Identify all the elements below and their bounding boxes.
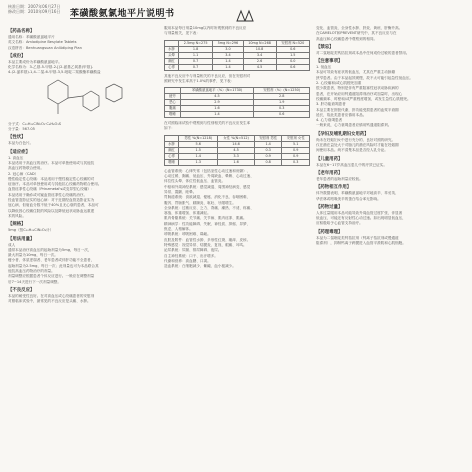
right-text-line: 在CAMELOT和PREVENT研究中，其不良反应与在 xyxy=(316,31,397,36)
left-text-line: 高血压药物联合使用。 xyxy=(8,166,44,171)
table-cell: 0.6 xyxy=(276,64,309,70)
middle-text-line: 肌肉骨骼系统：关节痛、关节病、肌肉痉挛、肌痛。 xyxy=(164,216,247,221)
middle-text-line: 与剂量相关，见下表： xyxy=(164,31,200,36)
title-rule xyxy=(70,18,166,19)
left-text-line: 通用名称：苯磺酸氨氯地平片 xyxy=(8,35,55,39)
table-cell: 心悸 xyxy=(165,64,179,70)
dose-adverse-table xyxy=(164,40,310,71)
table-cell: 3.4 xyxy=(213,52,243,58)
table-cell: 3.0 xyxy=(213,46,243,52)
right-section-heading: 【老年用药】 xyxy=(316,170,343,176)
middle-text-line: 精神病学：性功能障碍、失眠、神经质、抑郁、异梦、 xyxy=(164,221,251,226)
table-cell: 1.1 xyxy=(179,52,213,58)
left-text-line: 瘦小者、体质虚弱者、老年患者或伴肝功能不全患者， xyxy=(8,258,95,263)
right-text-line: 对二氢吡啶类钙拮抗剂或本品中任何成份过敏的患者禁用。 xyxy=(316,50,410,55)
middle-text-line: 焦虑、人格解体。 xyxy=(164,227,193,232)
table-cell: 1.4 xyxy=(180,112,254,118)
middle-text-line: 其他不良反应中与剂量相关的不良反应，但在安慰剂对 xyxy=(164,73,251,78)
left-text-line: 对照临床试验中，最常见的不良反应是头痛、水肿。 xyxy=(8,299,91,304)
placebo-adverse-table xyxy=(164,87,310,118)
left-text-line: 慢性稳定性心绞痛：本品适用于慢性稳定性心绞痛的对 xyxy=(8,176,95,181)
middle-text-line: 如下： xyxy=(164,126,175,131)
right-text-line: 间使用本品。尚不清楚本品是否经人乳分泌。 xyxy=(316,148,388,153)
right-text-line: 狭窄患者。由于本品起效缓慢，故不太可能引起急性低血压。 xyxy=(316,75,414,80)
table-cell: 1.4 xyxy=(213,58,243,64)
structure-diagram-icon xyxy=(28,78,128,120)
right-text-line: 4. 心力衰竭患者 xyxy=(316,118,343,123)
right-text-line: 2. 心绞痛和/或心肌梗死加重 xyxy=(316,81,362,86)
table-header-cell: 安慰剂 男性 xyxy=(254,135,282,141)
left-text-line: 本品的耐受性良好。在对高血压或心绞痛患者的安慰剂 xyxy=(8,293,95,298)
right-text-line: 一般来说，心力衰竭患者应慎用钙通道阻滞剂。 xyxy=(316,123,392,128)
left-section-heading: 【药品名称】 xyxy=(8,29,35,34)
table-cell: 4.5 xyxy=(218,147,255,153)
header xyxy=(8,4,464,28)
table-cell: 0.9 xyxy=(282,153,310,159)
table-cell: 2.9 xyxy=(180,100,254,106)
table-cell: 腹痛 xyxy=(165,106,181,112)
table-cell: 0.3 xyxy=(282,159,310,165)
approval-date: 核准日期：2007年06月27日 xyxy=(8,4,61,9)
table-cell: 2.6 xyxy=(243,58,276,64)
left-section-heading: 【用法用量】 xyxy=(8,236,35,242)
right-text-line: 变化、血管炎、全身性水肿、肝炎、黄疸、肝酶升高。 xyxy=(316,26,403,30)
table-cell: 疲劳 xyxy=(165,94,181,100)
right-text-line: 绞痛频率、时程和/或严重程度增加，或发生急性心肌梗死。 xyxy=(316,96,411,101)
chemical-structure-figure xyxy=(8,76,156,122)
table-header-cell: 男性 %(N=1218) xyxy=(179,135,218,141)
left-text-line: 1. 高血压 xyxy=(8,155,24,160)
table-cell: 3.3 xyxy=(218,153,255,159)
table-cell: 0.3 xyxy=(254,106,310,112)
right-text-line: 患者，在开始应用钙通道阻滞剂治疗或加量时，出现心 xyxy=(316,91,403,96)
middle-text-line: 腹泻、胃肠胀气、胰腺炎、呕吐、牙龈增生。 xyxy=(164,200,236,205)
middle-text-line: 泌尿系统：尿频、排尿障碍、夜尿。 xyxy=(164,248,222,253)
left-text-line: 以降低因心绞痛住院的风险以及降低冠状动脉血运重建 xyxy=(8,208,95,213)
table-cell: 1.4 xyxy=(213,64,243,70)
right-section-heading: 【儿童用药】 xyxy=(316,156,343,162)
table-header-cell: 5mg N=296 xyxy=(213,40,243,46)
table-header-cell: 安慰剂（%）(N=1250) xyxy=(254,88,310,94)
middle-text-line: 造血系统：白细胞减少、紫癜、血小板减少。 xyxy=(164,264,236,269)
left-section-heading: 【适应症】 xyxy=(8,149,30,155)
table-cell: 1.6 xyxy=(180,106,254,112)
right-section-heading: 【药物过量】 xyxy=(316,204,343,210)
table-cell: 1.3 xyxy=(179,159,218,165)
table-row xyxy=(165,112,310,118)
table-cell: 水肿 xyxy=(165,46,179,52)
table-cell: 心悸 xyxy=(165,153,179,159)
table-cell: 14.6 xyxy=(218,141,255,147)
left-text-line: 最大剂量为10mg，每日一次。 xyxy=(8,253,58,258)
table-header-cell: 安慰剂 N=520 xyxy=(276,40,309,46)
column-middle xyxy=(164,26,310,466)
page-title: 苯磺酸氨氯地平片说明书 xyxy=(70,9,175,19)
table-cell: 潮红 xyxy=(165,147,179,153)
right-text-line: 体外数据表明，苯磺酸氨氯地平对地高辛、苯妥英、 xyxy=(316,191,399,196)
right-section-heading: 【药理毒理】 xyxy=(316,229,343,235)
left-text-line: 化学名称为：3-乙基-5-甲基-2-[(2-氨基乙氧基)甲基]- xyxy=(8,65,93,70)
table-cell: 4.5 xyxy=(243,64,276,70)
table-row xyxy=(165,159,310,165)
middle-text-line: 体位性头晕、体位性低血压、血管炎。 xyxy=(164,179,226,184)
middle-text-line: 服用本品每日剂量10mg以内时所观察到的不良反应 xyxy=(164,26,247,30)
table-cell: 3.4 xyxy=(243,52,276,58)
right-text-line: 低血压，可能还有反射性心动过速。如出现明显低血压， xyxy=(316,216,406,221)
middle-text-line: 照研究中发生率高于1.0%的事件，见下表： xyxy=(164,78,235,83)
table-cell: 嗜睡 xyxy=(165,159,179,165)
right-text-line: 很少数患者，特别是伴有严重阻塞性冠状动脉疾病的 xyxy=(316,86,399,91)
table-cell: 1.5 xyxy=(179,147,218,153)
table-cell: 5.6 xyxy=(179,141,218,147)
table-header-cell: 安慰剂 女性 xyxy=(282,135,310,141)
left-text-line: 后7~14天进行下一次剂量调整。 xyxy=(8,279,61,284)
right-text-line: 仅在潜在益处大于对胎儿的潜在风险时才能在妊娠期 xyxy=(316,143,399,148)
right-text-line: 本品主要在肝脏代谢，肝功能受损患者的血浆半衰期 xyxy=(316,107,399,112)
left-text-line: 冠心病，但射血分数不低于40%且无心衰的患者，本品可 xyxy=(8,203,99,208)
column-right xyxy=(316,26,464,466)
middle-text-line: 胃肠道系统：食欲减退、便秘、消化不良、吞咽困难、 xyxy=(164,195,251,200)
middle-text-line: 中枢和外周神经系统：感觉减退、周围神经病变、感觉 xyxy=(164,184,251,189)
left-text-line: 通常本品治疗高血压的起始剂量为5mg，每日一次， xyxy=(8,247,92,252)
table-cell: 0.7 xyxy=(179,58,213,64)
left-text-line: 5mg（按C₂₀H₂₅ClN₂O₅计） xyxy=(8,228,54,233)
table-cell: 嗜睡 xyxy=(165,112,181,118)
gender-adverse-table xyxy=(164,135,310,166)
table-cell: 4.5 xyxy=(180,94,254,100)
middle-text-line: 寒战、体重增加、体重减轻。 xyxy=(164,211,211,216)
left-section-heading: 【不良反应】 xyxy=(8,287,35,293)
left-text-line: 症治疗。本品可单独使用或与其他抗心绞痛药物联合使用。 xyxy=(8,182,102,187)
left-section-heading: 【成份】 xyxy=(8,53,26,59)
table-cell: 1.5 xyxy=(276,52,309,58)
middle-text-line: 在对照临床试验中观察到与性别相关的不良反应发生率 xyxy=(164,121,251,126)
right-text-line: 高血压和心绞痛患者中观察到的相同。 xyxy=(316,36,378,41)
left-text-line: 术的风险。 xyxy=(8,213,26,218)
table-cell: 1.9 xyxy=(254,100,310,106)
left-text-line: 本品为白色片。 xyxy=(8,141,34,146)
right-text-line: 人体过量服用本品可能导致外周血管过度扩张，伴显著 xyxy=(316,210,403,215)
right-text-line: 尚未在妊娠妇女中进行充分的、良好对照的研究。 xyxy=(316,137,396,142)
middle-text-line: 皮肤及附件：血管性水肿、多形性红斑、瘙痒、皮疹。 xyxy=(164,237,251,242)
table-cell: 10.8 xyxy=(243,46,276,52)
table-cell: 0.8 xyxy=(254,159,282,165)
table-cell: 0.7 xyxy=(179,64,213,70)
table-cell: 潮红 xyxy=(165,58,179,64)
left-text-line: 2. 冠心病（CAD） xyxy=(8,171,39,176)
right-section-heading: 【注意事项】 xyxy=(316,59,343,65)
right-text-line: 3. 肝功能衰竭患者 xyxy=(316,102,346,107)
middle-text-line: 代谢和营养：高血糖、口渴。 xyxy=(164,258,211,263)
date-meta xyxy=(8,4,60,14)
right-text-line: 老年患者的起始剂量应较低。 xyxy=(316,176,363,181)
middle-text-line: 呼吸系统：呼吸困难、鼻衄。 xyxy=(164,232,211,237)
table-header-cell: 10mg N=268 xyxy=(243,40,276,46)
right-text-line: 本品可导致有症状的低血压，尤其在严重主动脉瓣 xyxy=(316,70,396,75)
left-text-line: 起始剂量为2.5mg，每日一次；此剂量也可为本品联合其 xyxy=(8,263,99,268)
table-cell: 恶心 xyxy=(165,100,181,106)
column-left xyxy=(8,26,156,466)
table-cell: 2.8 xyxy=(254,94,310,100)
table-cell: 0.9 xyxy=(282,147,310,153)
right-text-line: 阻滞剂），抑制钙离子跨膜进入血管平滑肌和心肌细胞。 xyxy=(316,241,406,246)
company-logo-icon xyxy=(236,8,254,22)
right-text-line: 本品在6~17岁高血压患儿中的疗效已证实。 xyxy=(316,162,387,167)
middle-text-line: 心血管系统：心律失常（包括室性心动过速和房颤）、 xyxy=(164,168,251,173)
table-cell: 1.8 xyxy=(179,46,213,52)
left-text-line: 本品适用于高血压的治疗。本品可单独使用或与其他抗 xyxy=(8,160,95,165)
table-cell: 0.3 xyxy=(254,147,282,153)
table-cell: 0.6 xyxy=(254,112,310,118)
table-header-cell: 苯磺酸氨氯地平（%）(N=1730) xyxy=(180,88,254,94)
table-cell: 1.4 xyxy=(254,141,282,147)
left-text-line: 分子量：567.05 xyxy=(8,127,35,132)
left-text-line: 英文名称：Amlodipine Besylate Tablets xyxy=(8,40,77,45)
middle-text-line: 异常、震颤、眩晕。 xyxy=(164,189,197,194)
left-text-line: 他抗高血压药物治疗的剂量。 xyxy=(8,269,55,274)
right-section-heading: 【孕妇及哺乳期妇女用药】 xyxy=(316,131,369,137)
table-cell: 0.9 xyxy=(254,153,282,159)
left-section-heading: 【性状】 xyxy=(8,135,26,141)
middle-text-line: 全身系统：过敏反应、乏力、背痛、潮热、不适、疼痛、 xyxy=(164,205,254,210)
table-cell: 水肿 xyxy=(165,141,179,147)
middle-text-line: 特殊感觉：视觉异常、结膜炎、复视、眼痛、耳鸣。 xyxy=(164,242,247,247)
right-text-line: 1. 低血压 xyxy=(316,65,332,70)
table-cell: 5.1 xyxy=(282,141,310,147)
table-cell: 1.6 xyxy=(218,159,255,165)
left-section-heading: 【规格】 xyxy=(8,222,26,228)
revision-date: 修改日期：2010年09月16日 xyxy=(8,9,61,14)
left-text-line: 本品主要成份为苯磺酸氨氯地平。 xyxy=(8,59,62,64)
left-text-line: 经血管造影证实的冠心病：对于近期经血管造影证实为 xyxy=(8,198,95,203)
table-cell: 头晕 xyxy=(165,52,179,58)
right-text-line: 本品为二氢吡啶类钙拮抗剂（钙离子拮抗剂或慢通道 xyxy=(316,235,399,240)
right-text-line: 应积极给予心血管支持治疗。 xyxy=(316,221,363,226)
right-section-heading: 【药物相互作用】 xyxy=(316,185,352,191)
table-cell: 0.0 xyxy=(276,58,309,64)
left-text-line: 本品适用于确诊或可疑血管痉挛性心绞痛的治疗。 xyxy=(8,192,88,197)
table-row xyxy=(165,64,310,70)
left-text-line: 成人 xyxy=(8,242,16,247)
table-cell: 1.4 xyxy=(179,153,218,159)
table-cell: 0.6 xyxy=(276,46,309,52)
table-header-cell: 女性 %(N=512) xyxy=(218,135,255,141)
right-text-line: 延长，故此类患者应慎用本品。 xyxy=(316,112,367,117)
right-section-heading: 【禁忌】 xyxy=(316,44,334,50)
middle-text-line: 心动过缓、胸痛、低血压、外周缺血、晕厥、心动过速、 xyxy=(164,174,254,179)
left-text-line: 剂量调整应根据患者个体反应进行。一般应在调整剂量 xyxy=(8,274,95,279)
left-text-line: 分子式：C₂₀H₂₅ClN₂O₅·C₆H₆O₃S xyxy=(8,121,62,126)
left-text-line: 4-(2-氯苯基)-1,4-二氢-6-甲基-3,5-吡啶二羧酸酯苯磺酸盐 xyxy=(8,70,101,75)
table-header-cell: 2.5mg N=275 xyxy=(179,40,213,46)
middle-text-line: 自主神经系统：口干、出汗增多。 xyxy=(164,253,218,258)
left-text-line: 汉语拼音：Benhuangsuan Anlüdiping Pian xyxy=(8,45,82,50)
left-text-line: 血管痉挛性心绞痛（Prinzmetal's或变异型心绞痛）： xyxy=(8,187,95,192)
right-text-line: 华法林或吲哚美辛的蛋白结合率无影响。 xyxy=(316,196,381,201)
